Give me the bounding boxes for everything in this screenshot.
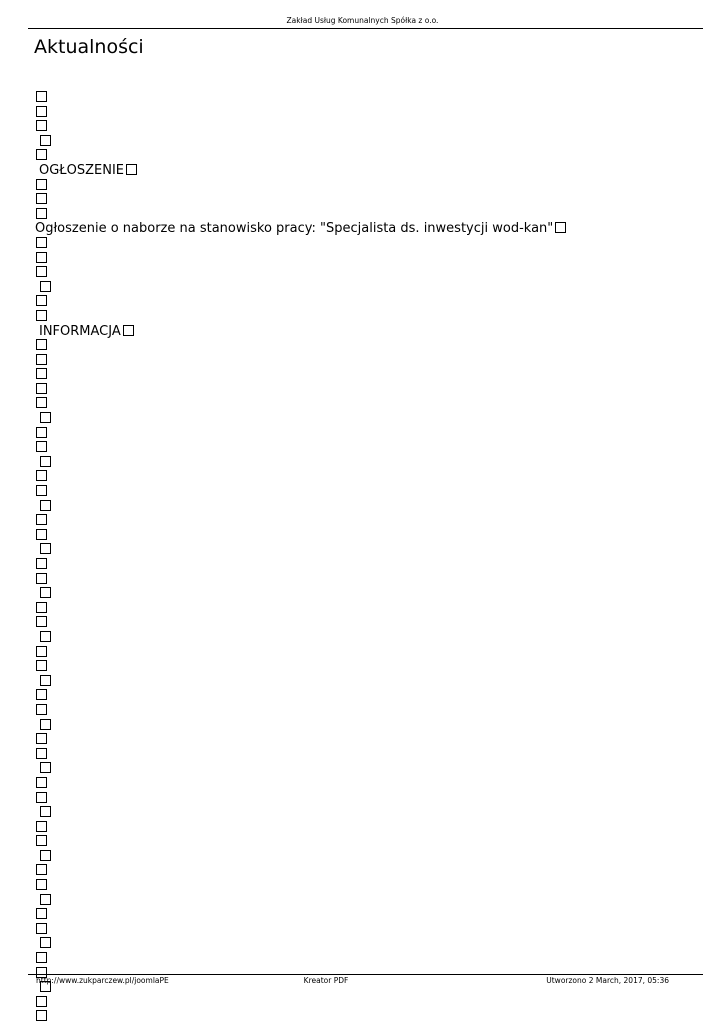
missing-glyph-line — [35, 529, 695, 544]
missing-glyph-icon — [36, 149, 47, 160]
missing-glyph-icon — [36, 529, 47, 540]
missing-glyph-icon — [36, 923, 47, 934]
missing-glyph-line — [35, 252, 695, 267]
missing-glyph-line — [35, 908, 695, 923]
missing-glyph-line — [35, 179, 695, 194]
missing-glyph-icon — [36, 514, 47, 525]
missing-glyph-icon — [40, 631, 51, 642]
missing-glyph-icon — [36, 339, 47, 350]
missing-glyph-line — [35, 91, 695, 106]
missing-glyph-icon — [40, 937, 51, 948]
missing-glyph-line — [35, 543, 695, 558]
missing-glyph-icon — [40, 281, 51, 292]
missing-glyph-icon — [40, 500, 51, 511]
missing-glyph-icon — [36, 821, 47, 832]
missing-glyph-line — [35, 193, 695, 208]
missing-glyph-icon — [36, 179, 47, 190]
missing-glyph-icon — [36, 733, 47, 744]
missing-glyph-line — [35, 281, 695, 296]
missing-glyph-icon — [36, 368, 47, 379]
missing-glyph-icon — [36, 1010, 47, 1021]
page-title: Aktualności — [34, 36, 144, 58]
missing-glyph-line — [35, 441, 695, 456]
missing-glyph-icon — [36, 208, 47, 219]
missing-glyph-icon — [40, 894, 51, 905]
missing-glyph-line — [35, 558, 695, 573]
missing-glyph-icon — [36, 602, 47, 613]
footer-created-date: Utworzono 2 March, 2017, 05:36 — [546, 976, 669, 985]
missing-glyph-line — [35, 485, 695, 500]
missing-glyph-icon — [36, 295, 47, 306]
missing-glyph-line — [35, 996, 695, 1011]
missing-glyph-line — [35, 237, 695, 252]
missing-glyph-line — [35, 397, 695, 412]
missing-glyph-line — [35, 660, 695, 675]
missing-glyph-icon — [36, 689, 47, 700]
missing-glyph-line — [35, 675, 695, 690]
missing-glyph-line — [35, 208, 695, 223]
missing-glyph-line — [35, 646, 695, 661]
missing-glyph-icon — [36, 996, 47, 1007]
missing-glyph-line — [35, 850, 695, 865]
missing-glyph-line — [35, 149, 695, 164]
missing-glyph-line — [35, 777, 695, 792]
missing-glyph-icon — [36, 908, 47, 919]
missing-glyph-icon — [40, 850, 51, 861]
footer-divider — [28, 974, 703, 975]
missing-glyph-icon — [36, 266, 47, 277]
missing-glyph-icon — [36, 879, 47, 890]
missing-glyph-icon — [36, 310, 47, 321]
missing-glyph-icon — [36, 427, 47, 438]
missing-glyph-icon — [36, 193, 47, 204]
page-header-company: Zakład Usług Komunalnych Spółka z o.o. — [286, 16, 439, 25]
missing-glyph-line — [35, 762, 695, 777]
missing-glyph-icon — [36, 91, 47, 102]
missing-glyph-icon — [36, 485, 47, 496]
missing-glyph-line — [35, 719, 695, 734]
header-divider — [28, 28, 703, 29]
missing-glyph-line — [35, 835, 695, 850]
missing-glyph-icon — [40, 587, 51, 598]
missing-glyph-line — [35, 500, 695, 515]
missing-glyph-line — [35, 1010, 695, 1025]
missing-glyph-icon — [36, 777, 47, 788]
missing-glyph-icon — [36, 106, 47, 117]
missing-glyph-icon — [36, 441, 47, 452]
missing-glyph-line — [35, 412, 695, 427]
missing-glyph-line — [35, 587, 695, 602]
missing-glyph-icon — [36, 748, 47, 759]
missing-glyph-icon — [36, 952, 47, 963]
footer-generator: Kreator PDF — [303, 976, 349, 985]
missing-glyph-icon — [40, 543, 51, 554]
content-line — [35, 222, 695, 237]
missing-glyph-icon — [36, 792, 47, 803]
missing-glyph-icon — [40, 806, 51, 817]
missing-glyph-line — [35, 427, 695, 442]
missing-glyph-line — [35, 952, 695, 967]
missing-glyph-line — [35, 821, 695, 836]
missing-glyph-icon — [36, 120, 47, 131]
content-line-text: OGŁOSZENIE — [39, 162, 124, 178]
missing-glyph-line — [35, 937, 695, 952]
missing-glyph-icon — [36, 704, 47, 715]
missing-glyph-line — [35, 923, 695, 938]
missing-glyph-line — [35, 894, 695, 909]
missing-glyph-line — [35, 383, 695, 398]
missing-glyph-line — [35, 864, 695, 879]
missing-glyph-icon — [36, 660, 47, 671]
missing-glyph-icon — [36, 383, 47, 394]
article-lines — [35, 91, 695, 1025]
missing-glyph-line — [35, 733, 695, 748]
missing-glyph-icon — [123, 325, 134, 336]
missing-glyph-line — [35, 310, 695, 325]
missing-glyph-line — [35, 266, 695, 281]
missing-glyph-line — [35, 339, 695, 354]
missing-glyph-icon — [36, 470, 47, 481]
missing-glyph-line — [35, 792, 695, 807]
missing-glyph-icon — [40, 675, 51, 686]
missing-glyph-icon — [555, 222, 566, 233]
missing-glyph-icon — [40, 135, 51, 146]
missing-glyph-line — [35, 689, 695, 704]
missing-glyph-icon — [36, 397, 47, 408]
missing-glyph-line — [35, 514, 695, 529]
missing-glyph-line — [35, 368, 695, 383]
missing-glyph-icon — [36, 616, 47, 627]
missing-glyph-icon — [40, 719, 51, 730]
missing-glyph-icon — [36, 252, 47, 263]
missing-glyph-line — [35, 616, 695, 631]
missing-glyph-icon — [40, 412, 51, 423]
missing-glyph-icon — [40, 456, 51, 467]
footer-url-link[interactable]: http://www.zukparczew.pl/joomlaPE — [36, 976, 169, 985]
content-line-text: Ogłoszenie o naborze na stanowisko pracy: "Specjalista ds. inwestycji wod-kan" — [35, 221, 554, 237]
missing-glyph-icon — [36, 558, 47, 569]
missing-glyph-icon — [36, 573, 47, 584]
missing-glyph-line — [35, 120, 695, 135]
missing-glyph-line — [35, 295, 695, 310]
content-line — [35, 325, 695, 340]
missing-glyph-line — [35, 135, 695, 150]
missing-glyph-icon — [36, 864, 47, 875]
missing-glyph-icon — [36, 835, 47, 846]
content-line-text: INFORMACJA — [39, 323, 121, 339]
missing-glyph-icon — [36, 237, 47, 248]
missing-glyph-icon — [36, 646, 47, 657]
missing-glyph-line — [35, 631, 695, 646]
missing-glyph-line — [35, 456, 695, 471]
missing-glyph-line — [35, 704, 695, 719]
missing-glyph-line — [35, 879, 695, 894]
missing-glyph-line — [35, 748, 695, 763]
content-line — [35, 164, 695, 179]
missing-glyph-line — [35, 573, 695, 588]
missing-glyph-line — [35, 354, 695, 369]
missing-glyph-line — [35, 806, 695, 821]
missing-glyph-icon — [40, 762, 51, 773]
missing-glyph-line — [35, 470, 695, 485]
missing-glyph-icon — [126, 164, 137, 175]
missing-glyph-line — [35, 106, 695, 121]
missing-glyph-line — [35, 602, 695, 617]
missing-glyph-icon — [36, 354, 47, 365]
